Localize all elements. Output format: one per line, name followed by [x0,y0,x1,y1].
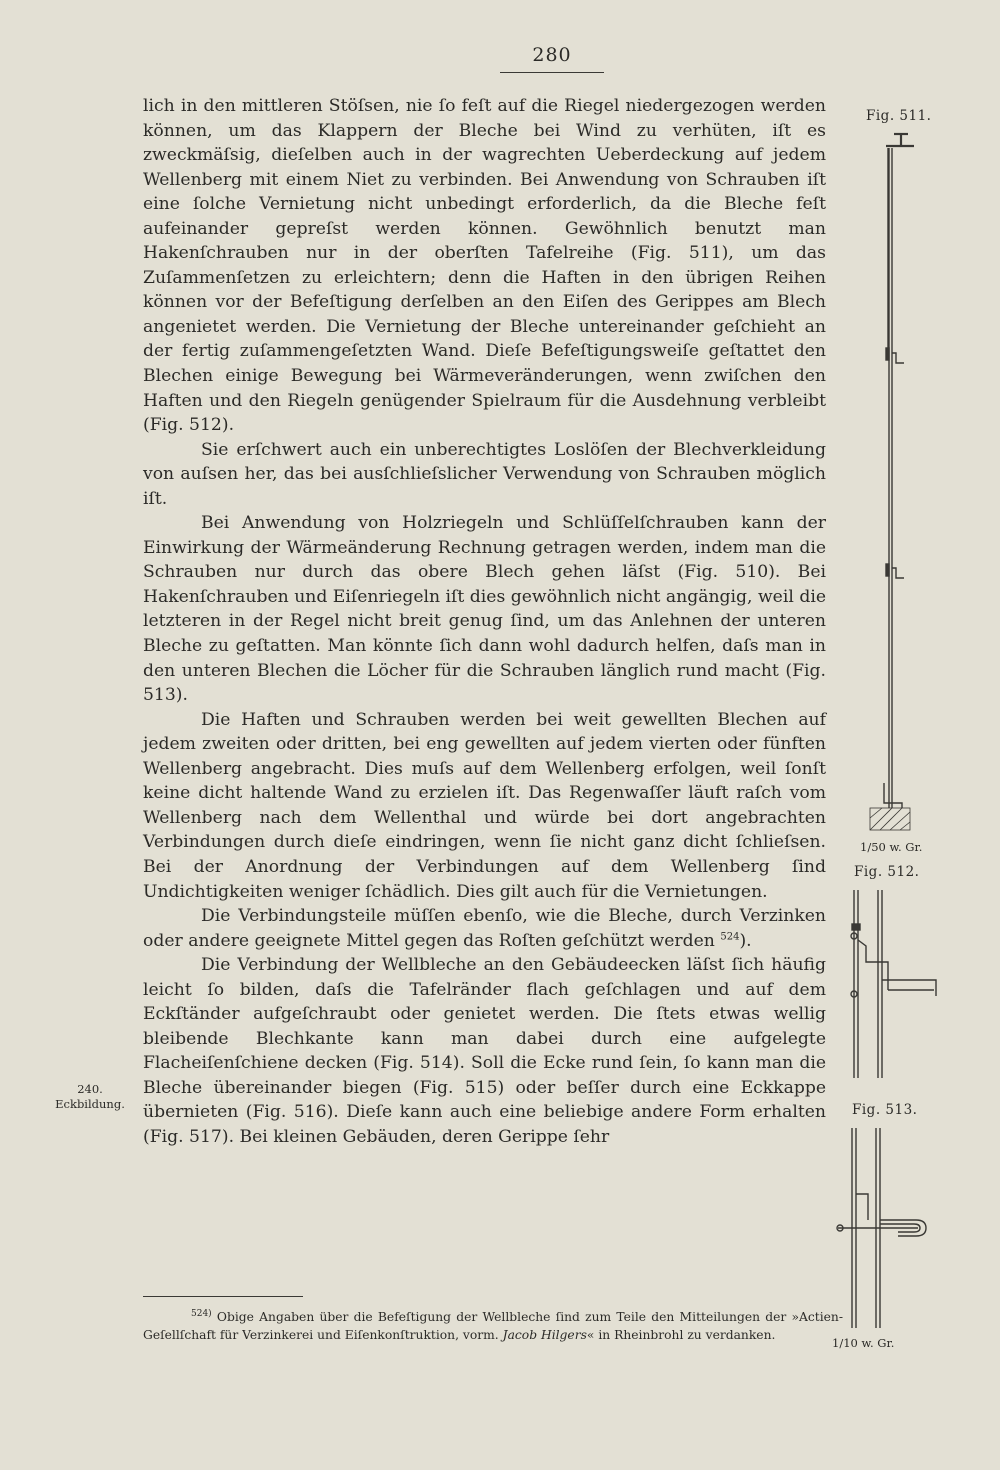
paragraph-5-text: Die Verbindungsteile müſſen ebenſo, wie die Bleche, durch Verzinken oder andere geeignete Mittel gegen das Roſten geſchützt werden [143,906,826,951]
footnote-number: 524) [191,1309,212,1319]
side-note [40,1082,140,1112]
body-text [143,94,826,1150]
fig-511-drawing [858,128,938,840]
footnote-text-after: « in Rheinbrohl zu verdanken. [586,1327,776,1342]
fig-511-label: Fig. 511. [866,108,932,124]
fig-513-scale: 1/10 w. Gr. [832,1336,895,1350]
footnote-name: Jacob Hilgers [502,1327,587,1342]
footnote-reference: 524 [720,930,740,942]
fig-512-drawing [838,884,948,1084]
footnote [143,1306,843,1344]
paragraph-5-end: ). [739,930,752,951]
page-number: 280 [500,44,604,73]
footnote-text-before: Obige Angaben über die Befeſtigung der Wellbleche ſind zum Teile den Mitteilungen der »Actien-Geſellſchaft für Verzinkerei und Eiſenkonſtruktion, vorm. [143,1310,843,1342]
paragraph-5 [143,904,826,953]
fig-511-scale: 1/50 w. Gr. [860,840,923,854]
paragraph-6: Die Verbindung der Wellbleche an den Gebäudeecken läſst ſich häufig leicht ſo bilden, daſs die Tafelränder flach geſchlagen und auf dem Eckſtänder aufgeſchraubt oder genietet werden. Die ſtets etwas wellig bleibende Blechkante kann man dabei durch eine aufgelegte Flacheiſenſchiene decken (Fig. 514). Soll die Ecke rund ſein, ſo kann man die Bleche übereinander biegen (Fig. 515) oder beſſer durch eine Eckkappe übernieten (Fig. 516). Dieſe kann auch eine beliebige andere Form erhalten (Fig. 517). Bei kleinen Gebäuden, deren Gerippe ſehr [143,955,826,1147]
paragraph-2: Sie erſchwert auch ein unberechtigtes Loslöſen der Blechverkleidung von auſsen her, das bei ausſchlieſslicher Verwendung von Schrauben möglich iſt. [143,439,826,509]
paragraph-3: Bei Anwendung von Holzriegeln und Schlüſſelſchrauben kann der Einwirkung der Wärmeänderung Rechnung getragen werden, indem man die Schrauben nur durch das obere Blech gehen läſst (Fig. 510). Bei Hakenſchrauben und Eiſenriegeln iſt dies gewöhnlich nicht angängig, weil die letzteren in der Regel nicht breit genug ſind, um das Anlehnen der unteren Bleche zu geſtatten. Man könnte ſich dann wohl dadurch helfen, daſs man in den unteren Blechen die Löcher für die Schrauben länglich rund macht (Fig. 513). [143,513,826,706]
side-note-title: Eckbildung. [55,1097,125,1111]
paragraph-1: lich in den mittleren Stöſsen, nie ſo feſt auf die Riegel niedergezogen werden können, um das Klappern der Bleche bei Wind zu verhüten, iſt es zweckmäſsig, dieſelben auch in der wagrechten Ueberdeckung auf jedem Wellenberg mit einem Niet zu verbinden. Bei Anwendung von Schrauben iſt eine ſolche Vernietung nicht unbedingt erforderlich, da die Bleche feſt aufeinander gepreſst werden können. Gewöhnlich benutzt man Hakenſchrauben nur in der oberſten Tafelreihe (Fig. 511), um das Zuſammenſetzen zu erleichtern; denn die Haften in den übrigen Reihen können vor der Befeſtigung derſelben an den Eiſen des Gerippes am Blech angenietet werden. Die Vernietung der Bleche untereinander geſchieht an der fertig zuſammengeſetzten Wand. Dieſe Befeſtigungsweiſe geſtattet den Blechen einige Bewegung bei Wärmeveränderungen, wenn zwiſchen den Haften und den Riegeln genügender Spielraum für die Ausdehnung verbleibt (Fig. 512). [143,96,826,436]
side-note-number: 240. [77,1082,103,1096]
footnote-rule [143,1296,303,1297]
fig-513-drawing [828,1124,938,1334]
paragraph-4: Die Haften und Schrauben werden bei weit gewellten Blechen auf jedem zweiten oder dritten, bei eng gewellten auf jedem vierten oder fünften Wellenberg angebracht. Dies muſs auf dem Wellenberg erfolgen, weil ſonſt keine dicht haltende Wand zu erzielen iſt. Das Regenwaſſer läuft raſch vom Wellenberg nach dem Wellenthal und würde bei dort angebrachten Verbindungen durch dieſe eindringen, wenn ſie nicht ganz dicht ſchlieſsen. Bei der Anordnung der Verbindungen auf dem Wellenberg ſind Undichtigkeiten weniger ſchädlich. Dies gilt auch für die Vernietungen. [143,709,826,902]
fig-513-label: Fig. 513. [852,1102,918,1118]
fig-512-label: Fig. 512. [854,864,920,880]
